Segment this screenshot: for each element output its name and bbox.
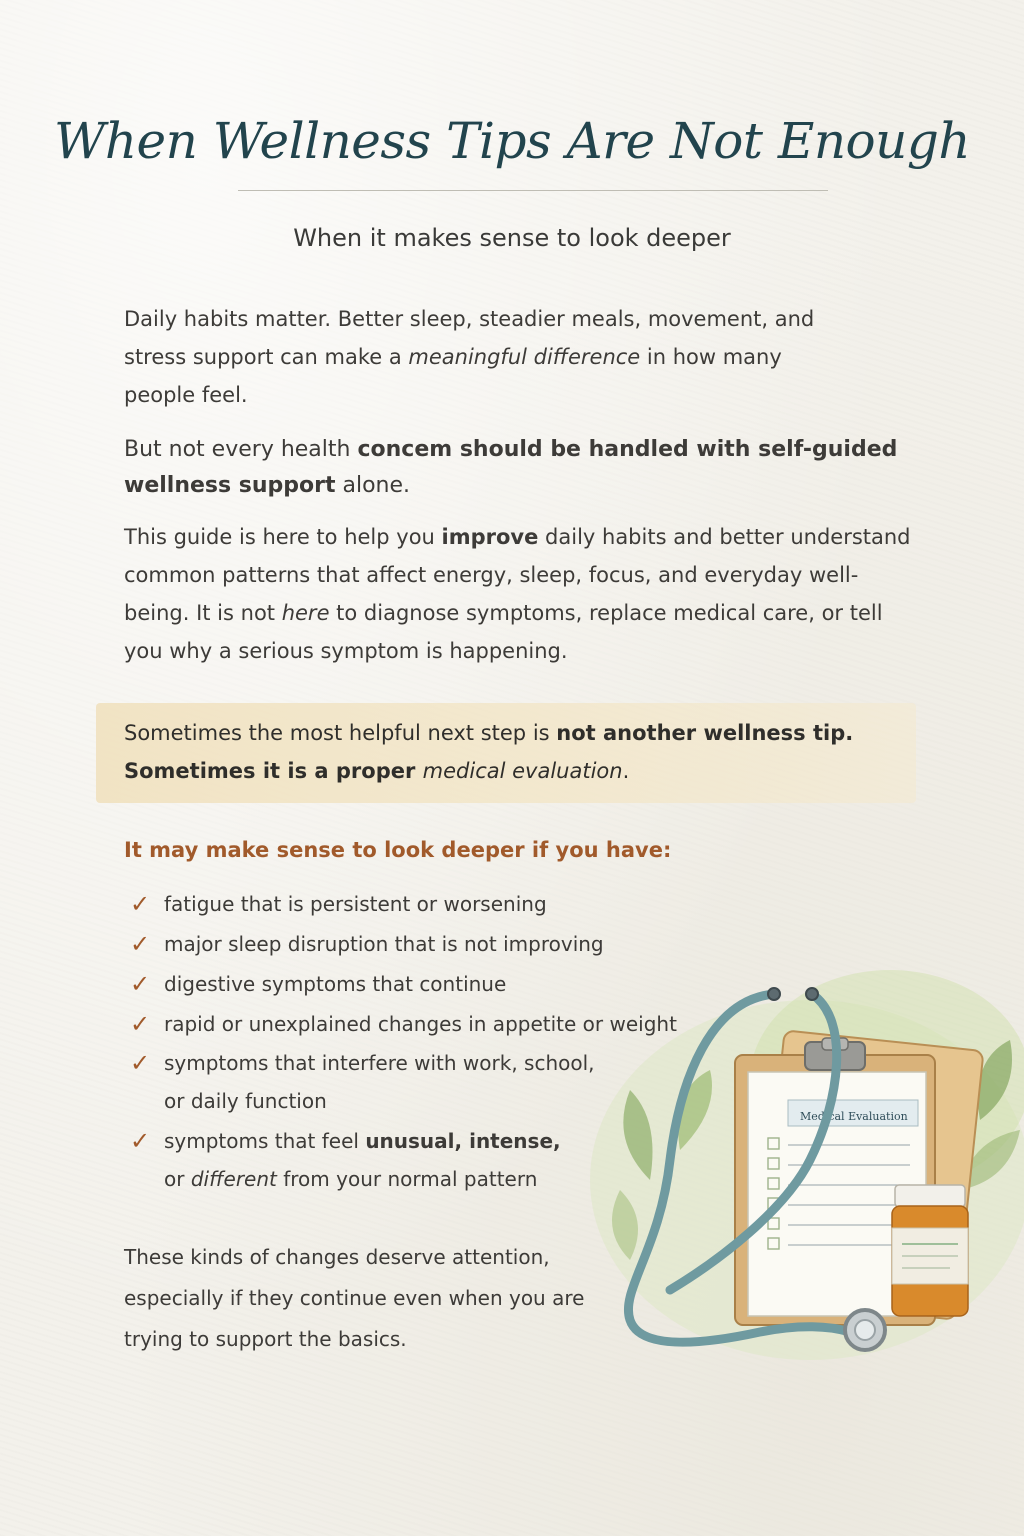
list-item-text-line2: or — [164, 1167, 191, 1191]
title-divider — [238, 190, 828, 191]
intro-text-end: in how many people feel. — [124, 345, 782, 407]
caution-text-end: alone. — [335, 473, 411, 498]
list-heading: It may make sense to look deeper if you have: — [124, 838, 672, 862]
callout-emphasis: medical evaluation — [422, 759, 623, 783]
caution-paragraph — [124, 432, 904, 504]
list-item-text: major sleep disruption that is not improving — [164, 932, 604, 956]
clipboard-label: Medical Evaluation — [800, 1110, 908, 1123]
intro-paragraph — [124, 300, 844, 414]
check-icon: ✓ — [130, 890, 151, 918]
list-item-emphasis: different — [190, 1167, 277, 1191]
callout-strong-2: Sometimes it is a proper — [124, 759, 423, 783]
page-subtitle: When it makes sense to look deeper — [293, 224, 731, 252]
callout-text-start: Sometimes the most helpful next step is — [124, 721, 557, 745]
page-title: When Wellness Tips Are Not Enough — [53, 112, 971, 170]
check-icon: ✓ — [130, 930, 151, 958]
check-icon: ✓ — [130, 1010, 151, 1038]
callout-period: . — [622, 759, 630, 783]
pill-bottle-icon — [892, 1185, 968, 1316]
list-item-text-end: from your normal pattern — [276, 1167, 538, 1191]
check-icon: ✓ — [130, 970, 151, 998]
list-item-text: symptoms that interfere with work, school, — [164, 1051, 595, 1075]
intro-emphasis: meaningful difference — [408, 345, 641, 369]
list-item-strong: unusual, intense, — [365, 1129, 561, 1153]
purpose-paragraph — [124, 518, 914, 670]
check-icon: ✓ — [130, 1049, 151, 1077]
purpose-emphasis: here — [281, 601, 330, 625]
caution-text: But not every health — [124, 437, 358, 462]
list-item-text-line2: or daily function — [164, 1089, 327, 1113]
list-item — [130, 884, 730, 924]
purpose-text-end: to diagnose symptoms, replace medical care, or tell you why a serious symptom is happening. — [124, 601, 883, 663]
purpose-strong: improve — [441, 525, 539, 549]
list-item — [130, 924, 730, 964]
list-item-text: fatigue that is persistent or worsening — [164, 892, 547, 916]
list-item-text: symptoms that feel — [164, 1129, 366, 1153]
intro-text: Daily habits matter. Better sleep, steadier meals, movement, and stress support can make a — [124, 307, 815, 369]
closing-paragraph: These kinds of changes deserve attention, especially if they continue even when you are trying to support the basics. — [124, 1245, 585, 1351]
callout-text — [124, 714, 904, 790]
medical-illustration — [560, 960, 1024, 1380]
list-item-text: rapid or unexplained changes in appetite or weight — [164, 1012, 677, 1036]
purpose-text: This guide is here to help you — [124, 525, 442, 549]
purpose-text-mid: daily habits and better understand common patterns that affect energy, sleep, focus, and everyday well-being. It is not — [124, 525, 911, 625]
check-icon: ✓ — [130, 1127, 151, 1155]
caution-strong: concem should be handled with self-guided wellness support — [124, 437, 898, 498]
callout-strong: not another wellness tip. — [556, 721, 854, 745]
list-item-text: digestive symptoms that continue — [164, 972, 507, 996]
